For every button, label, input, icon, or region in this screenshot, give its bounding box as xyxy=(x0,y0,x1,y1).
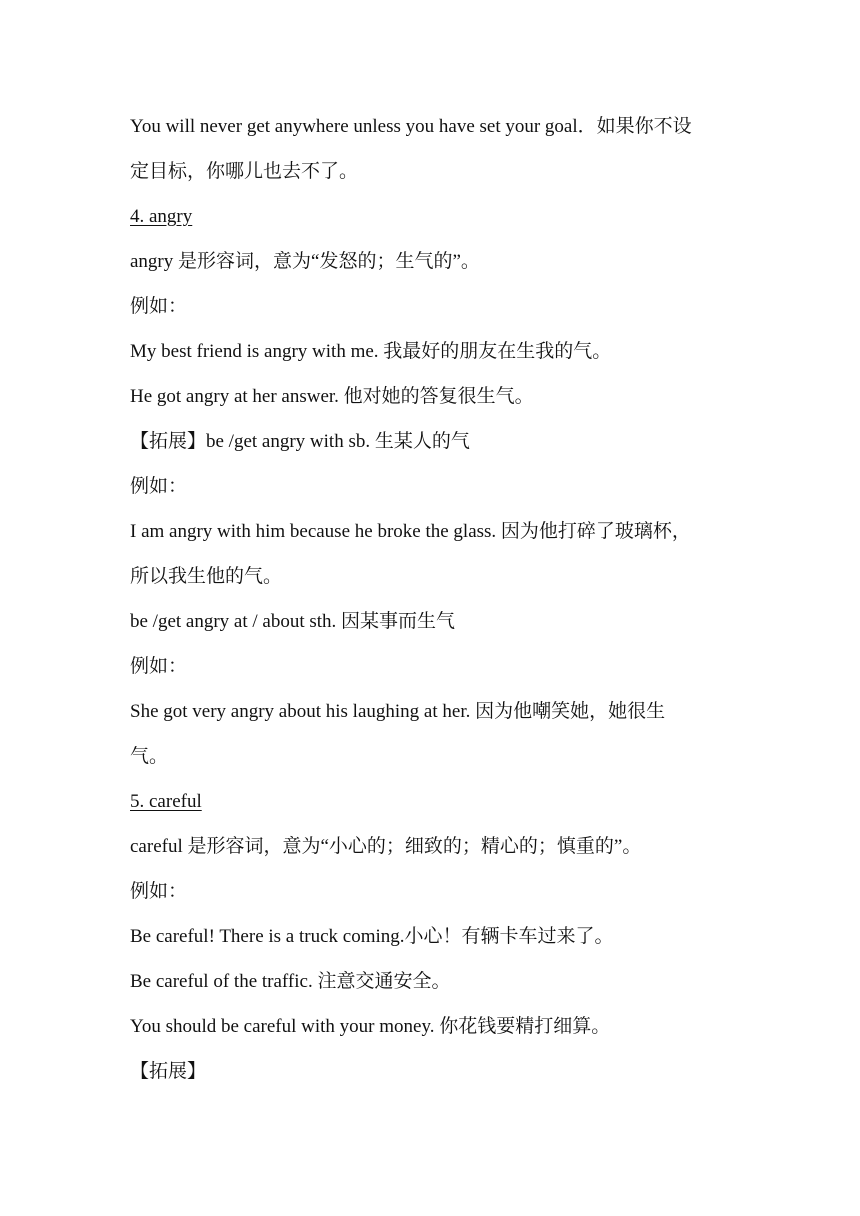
text-line: My best friend is angry with me. 我最好的朋友在生我的气。 xyxy=(130,341,612,362)
text-line: 例如： xyxy=(130,296,188,317)
text-line: I am angry with him because he broke the glass. 因为他打碎了玻璃杯， xyxy=(130,521,691,542)
text-line: 气。 xyxy=(130,746,169,767)
text-line: You should be careful with your money. 你花钱要精打细算。 xyxy=(130,1016,611,1037)
text-line: She got very angry about his laughing at her. 因为他嘲笑她，她很生 xyxy=(130,701,666,722)
text-line: You will never get anywhere unless you have set your goal．如果你不设 xyxy=(130,116,692,137)
document-body xyxy=(130,104,750,1094)
text-line: 【拓展】be /get angry with sb. 生某人的气 xyxy=(130,431,470,452)
text-line: careful 是形容词，意为“小心的；细致的；精心的；慎重的”。 xyxy=(130,836,642,857)
text-line: 定目标，你哪儿也去不了。 xyxy=(130,161,359,182)
text-line: 例如： xyxy=(130,476,188,497)
text-line: 例如： xyxy=(130,881,188,902)
section-heading: 5. careful xyxy=(130,791,202,812)
section-heading: 4. angry xyxy=(130,206,193,227)
text-line: 所以我生他的气。 xyxy=(130,566,283,587)
text-line: angry 是形容词，意为“发怒的；生气的”。 xyxy=(130,251,480,272)
text-line: Be careful! There is a truck coming.小心！有辆卡车过来了。 xyxy=(130,926,614,947)
text-line: be /get angry at / about sth. 因某事而生气 xyxy=(130,611,456,632)
text-line: 【拓展】 xyxy=(130,1061,207,1082)
text-line: He got angry at her answer. 他对她的答复很生气。 xyxy=(130,386,534,407)
text-line: 例如： xyxy=(130,656,188,677)
text-line: Be careful of the traffic. 注意交通安全。 xyxy=(130,971,451,992)
